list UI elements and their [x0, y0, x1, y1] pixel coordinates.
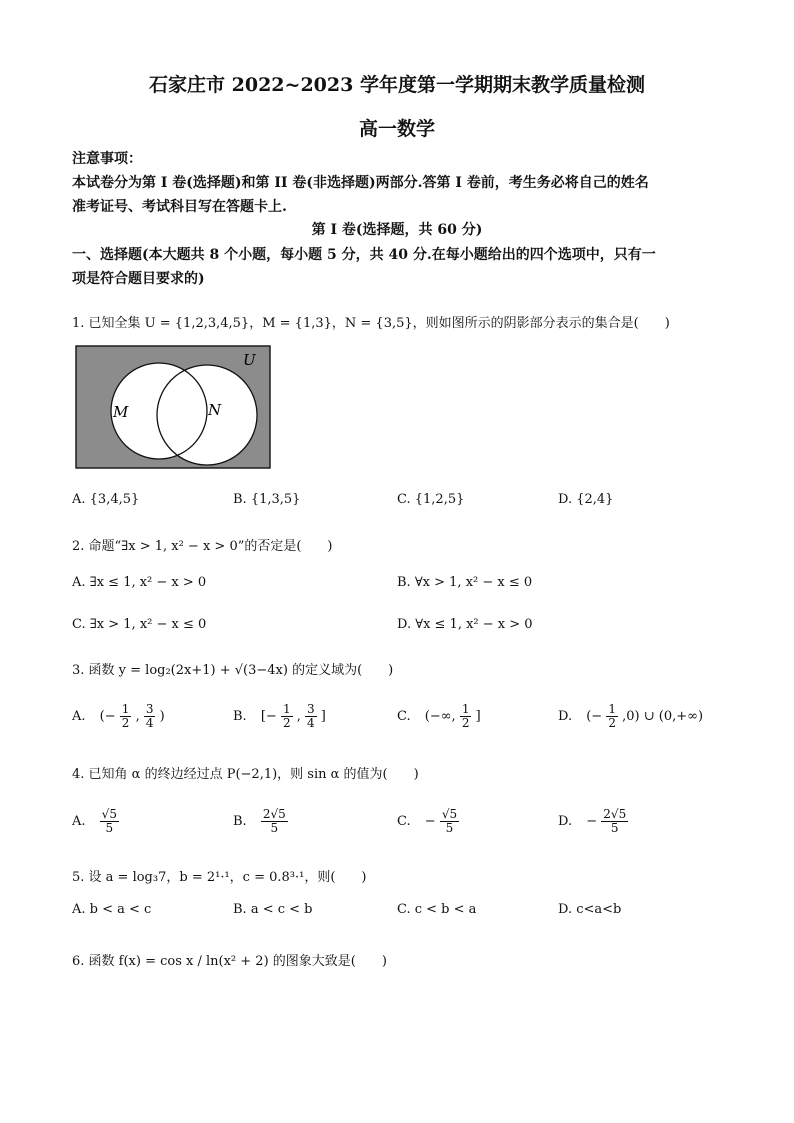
q2-option-d[interactable]: D. ∀x ≤ 1, x² − x > 0 [397, 617, 533, 632]
q3-c-right: ] [475, 709, 481, 725]
q4-d-num: 2√5 [603, 807, 627, 821]
q5-option-c[interactable]: C. c < b < a [397, 902, 477, 917]
q4-d-sign: − [586, 814, 598, 830]
q5-option-b[interactable]: B. a < c < b [233, 902, 313, 917]
q4-option-d[interactable] [558, 808, 628, 835]
q3-d-left: (− [586, 709, 603, 725]
q1-option-a[interactable]: A. {3,4,5} [72, 492, 140, 507]
q3-option-c-label: C. [397, 709, 411, 725]
q1-option-d[interactable]: D. {2,4} [558, 492, 614, 507]
venn-label-m: M [113, 403, 129, 421]
venn-label-u: U [243, 351, 256, 369]
q3-a-num-1: 1 [121, 702, 130, 716]
q5-option-d[interactable]: D. c<a<b [558, 902, 622, 917]
q4-a-den: 5 [105, 821, 114, 836]
question-6-stem: 6. 函数 f(x) = cos x / ln(x² + 2) 的图象大致是( ) [72, 954, 387, 969]
q3-a-den-2: 4 [145, 716, 154, 731]
q4-option-c[interactable] [397, 808, 459, 835]
venn-diagram [75, 345, 275, 471]
section-instructions-1: 一、选择题(本大题共 8 个小题，每小题 5 分，共 40 分.在每小题给出的四个选项中，只有一 [72, 247, 656, 263]
question-5-stem: 5. 设 a = log₃7，b = 2¹·¹，c = 0.8³·¹，则( ) [72, 870, 367, 885]
q3-d-num: 1 [608, 702, 616, 716]
q4-c-sign: − [424, 814, 436, 830]
q4-b-den: 5 [270, 821, 279, 836]
q4-c-frac [440, 808, 459, 835]
q4-option-b[interactable] [233, 808, 288, 835]
q3-c-frac [460, 703, 472, 730]
q4-b-frac [261, 808, 288, 835]
q3-b-den-2: 4 [307, 716, 315, 731]
notes-heading: 注意事项： [72, 151, 142, 167]
q4-option-a-label: A. [72, 814, 86, 830]
q2-option-a[interactable]: A. ∃x ≤ 1, x² − x > 0 [72, 575, 207, 590]
q3-b-frac-1 [281, 703, 293, 730]
notes-line-1: 本试卷分为第 I 卷(选择题)和第 II 卷(非选择题)两部分.答第 I 卷前，考生务必将自己的姓名 [72, 175, 649, 191]
q3-c-left: (−∞, [424, 709, 456, 725]
question-1-stem: 1. 已知全集 U = {1,2,3,4,5}，M = {1,3}，N = {3,5}，则如图所示的阴影部分表示的集合是( ) [72, 316, 670, 331]
q2-option-b[interactable]: B. ∀x > 1, x² − x ≤ 0 [397, 575, 533, 590]
q3-d-frac [606, 703, 618, 730]
q4-a-num: √5 [101, 807, 117, 821]
q3-a-frac-2 [144, 703, 156, 730]
q3-a-num-2: 3 [145, 702, 154, 716]
q3-d-den: 2 [608, 716, 616, 731]
q3-b-left: [− [260, 709, 277, 725]
q4-c-den: 5 [445, 821, 454, 836]
q3-b-num-1: 1 [282, 702, 291, 716]
q3-option-d[interactable] [558, 703, 703, 730]
notes-line-2: 准考证号、考试科目写在答题卡上. [72, 199, 287, 215]
q3-option-b-label: B. [233, 709, 247, 725]
q4-option-a[interactable] [72, 808, 119, 835]
q3-option-b[interactable] [233, 703, 326, 730]
question-4-stem: 4. 已知角 α 的终边经过点 P(−2,1)，则 sin α 的值为( ) [72, 767, 419, 782]
q3-b-right: ] [320, 709, 326, 725]
question-3-stem: 3. 函数 y = log₂(2x+1) + √(3−4x) 的定义域为( ) [72, 663, 394, 678]
q5-option-a[interactable]: A. b < a < c [72, 902, 152, 917]
q4-option-d-label: D. [558, 814, 573, 830]
q3-option-a-label: A. [72, 709, 86, 725]
exam-title: 石家庄市 2022~2023 学年度第一学期期末教学质量检测 [149, 74, 645, 96]
q4-c-num: √5 [441, 807, 458, 821]
part1-title: 第 I 卷(选择题，共 60 分) [311, 222, 483, 238]
q3-option-a[interactable] [72, 703, 165, 730]
q4-d-den: 5 [610, 821, 619, 836]
q4-b-num: 2√5 [262, 807, 286, 821]
exam-subtitle: 高一数学 [358, 118, 435, 140]
q3-b-frac-2 [305, 703, 317, 730]
q3-a-frac-1 [120, 703, 132, 730]
q3-a-right: ) [159, 709, 165, 725]
q4-option-c-label: C. [397, 814, 411, 830]
q4-a-frac [100, 808, 119, 835]
q3-b-num-2: 3 [307, 702, 315, 716]
question-2-stem: 2. 命题“∃x > 1, x² − x > 0”的否定是( ) [72, 539, 333, 554]
q3-a-mid: , [135, 709, 140, 725]
q3-b-den-1: 2 [282, 716, 291, 731]
q4-option-b-label: B. [233, 814, 247, 830]
q3-a-den-1: 2 [121, 716, 130, 731]
q3-c-den: 2 [461, 716, 470, 731]
section-instructions-2: 项是符合题目要求的) [72, 271, 205, 287]
q1-option-b[interactable]: B. {1,3,5} [233, 492, 301, 507]
q3-option-d-label: D. [558, 709, 573, 725]
q3-c-num: 1 [461, 702, 470, 716]
q3-b-mid: , [296, 709, 301, 725]
q3-option-c[interactable] [397, 703, 481, 730]
q2-option-c[interactable]: C. ∃x > 1, x² − x ≤ 0 [72, 617, 207, 632]
q4-d-frac [601, 808, 628, 835]
venn-label-n: N [208, 401, 222, 419]
q1-option-c[interactable]: C. {1,2,5} [397, 492, 465, 507]
q3-a-left: (− [99, 709, 116, 725]
q3-d-right: ,0) ∪ (0,+∞) [622, 709, 704, 725]
